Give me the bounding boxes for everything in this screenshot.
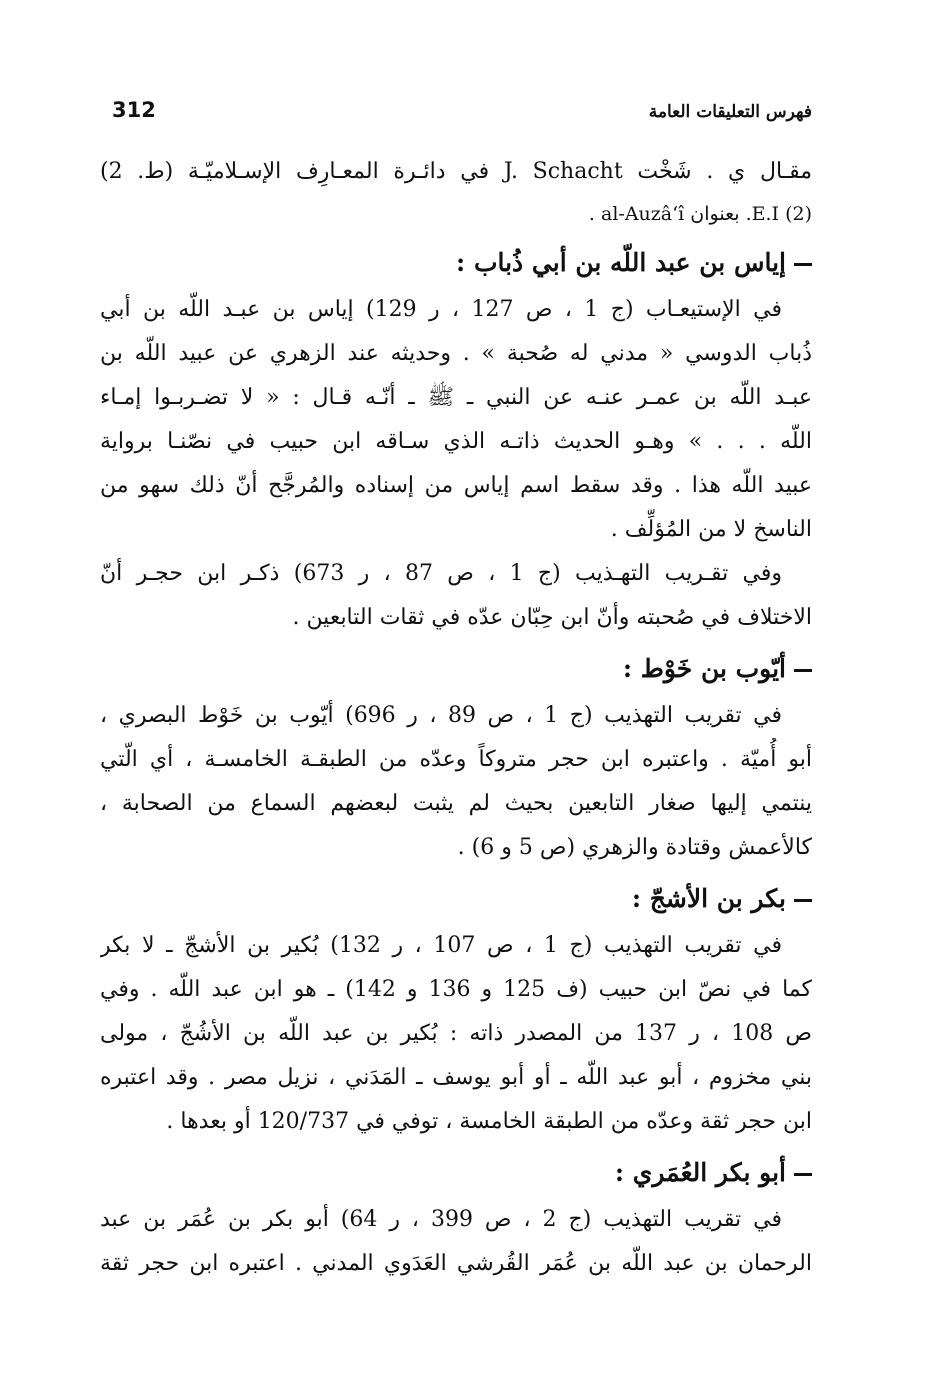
page-header (112, 98, 812, 134)
body-line: الرحمان بن عبد اللّه بن عُمَر القُرشي العَدَوي المدني . اعتبره ابن حجر ثقة (100, 1251, 812, 1276)
entry-title (100, 644, 812, 694)
entry-title-text: إياس بن عبد اللّه بن أبي ذُباب : (456, 248, 786, 277)
body-line: (2) E.I. بعنوان al-Auzâ‘î . (588, 203, 812, 225)
body-line: أبو أُميّة . واعتبره ابن حجر متروكاً وعدّه من الطبقـة الخامسـة ، أي الّتي (100, 747, 812, 772)
body-line: الناسخ لا من المُؤلِّف . (610, 517, 812, 542)
page-number: 312 (112, 98, 156, 122)
body-line: في تقريب التهذيب (ج 1 ، ص 107 ، ر 132) بُكير بن الأشجّ ـ لا بكر (100, 933, 782, 958)
entry-title-text: أيّوب بن خَوْط : (622, 654, 786, 683)
entry-dash (794, 669, 812, 672)
body-line: كالأعمش وقتادة والزهري (ص 5 و 6) . (457, 835, 812, 860)
body-line: كما في نصّ ابن حبيب (ف 125 و 136 و 142) ـ هو ابن عبد اللّه . وفي (100, 977, 812, 1002)
entry-title (100, 238, 812, 288)
entry-dash (794, 263, 812, 266)
body-line: مقـال ي . شَخْت J. Schacht في دائـرة المعـارِف الإسـلاميّـة (ط. 2) (100, 159, 812, 184)
running-head: فهرس التعليقات العامة (648, 102, 812, 122)
body-line: في تقريب التهذيب (ج 1 ، ص 89 ، ر 696) أيّوب بن خَوْط البصري ، (100, 703, 782, 728)
body-line: عبـد اللّه بن عمـر عنـه عن النبي ـ ﷺ ـ أنّـه قـال : « لا تضـربـوا إمـاء (100, 385, 812, 410)
body-line: ص 108 ، ر 137 من المصدر ذاته : بُكير بن عبد اللّه بن الأشُجّ ، مولى (100, 1021, 812, 1046)
body-line: عبيد اللّه هذا . وقد سقط اسم إياس من إسناده والمُرجَّح أنّ ذلك سهو من (100, 473, 812, 498)
entry-dash (794, 1173, 812, 1176)
entry-title-text: بكر بن الأشجّ : (631, 884, 786, 913)
body-line: في تقريب التهذيب (ج 2 ، ص 399 ، ر 64) أبو بكر بن عُمَر بن عبد (100, 1207, 782, 1232)
body-line: ابن حجر ثقة وعدّه من الطبقة الخامسة ، توفي في 120/737 أو بعدها . (166, 1109, 812, 1134)
body-line: اللّه . . . » وهـو الحديث ذاتـه الذي سـاقه ابن حبيب في نصّنـا برواية (100, 429, 812, 454)
page-body (100, 150, 812, 1286)
body-line: ذُباب الدوسي « مدني له صُحبة » . وحديثه عند الزهري عن عبيد اللّه بن (100, 341, 812, 366)
body-line: في الإستيعـاب (ج 1 ، ص 127 ، ر 129) إياس بن عبـد اللّه بن أبي (100, 297, 782, 322)
body-line: بني مخزوم ، أبو عبد اللّه ـ أو أبو يوسف ـ المَدَني ، نزيل مصر . وقد اعتبره (100, 1065, 812, 1090)
entry-dash (794, 899, 812, 902)
entry-title (100, 1148, 812, 1198)
body-line: ينتمي إليها صغار التابعين بحيث لم يثبت لبعضهم السماع من الصحابة ، (100, 791, 812, 816)
entry-title-text: أبو بكر العُمَري : (614, 1158, 786, 1187)
entry-title (100, 874, 812, 924)
body-line: الاختلاف في صُحبته وأنّ ابن حِبّان عدّه في ثقات التابعين . (292, 605, 812, 630)
body-line: وفي تقـريب التهـذيب (ج 1 ، ص 87 ، ر 673) ذكـر ابن حجـر أنّ (100, 561, 783, 586)
